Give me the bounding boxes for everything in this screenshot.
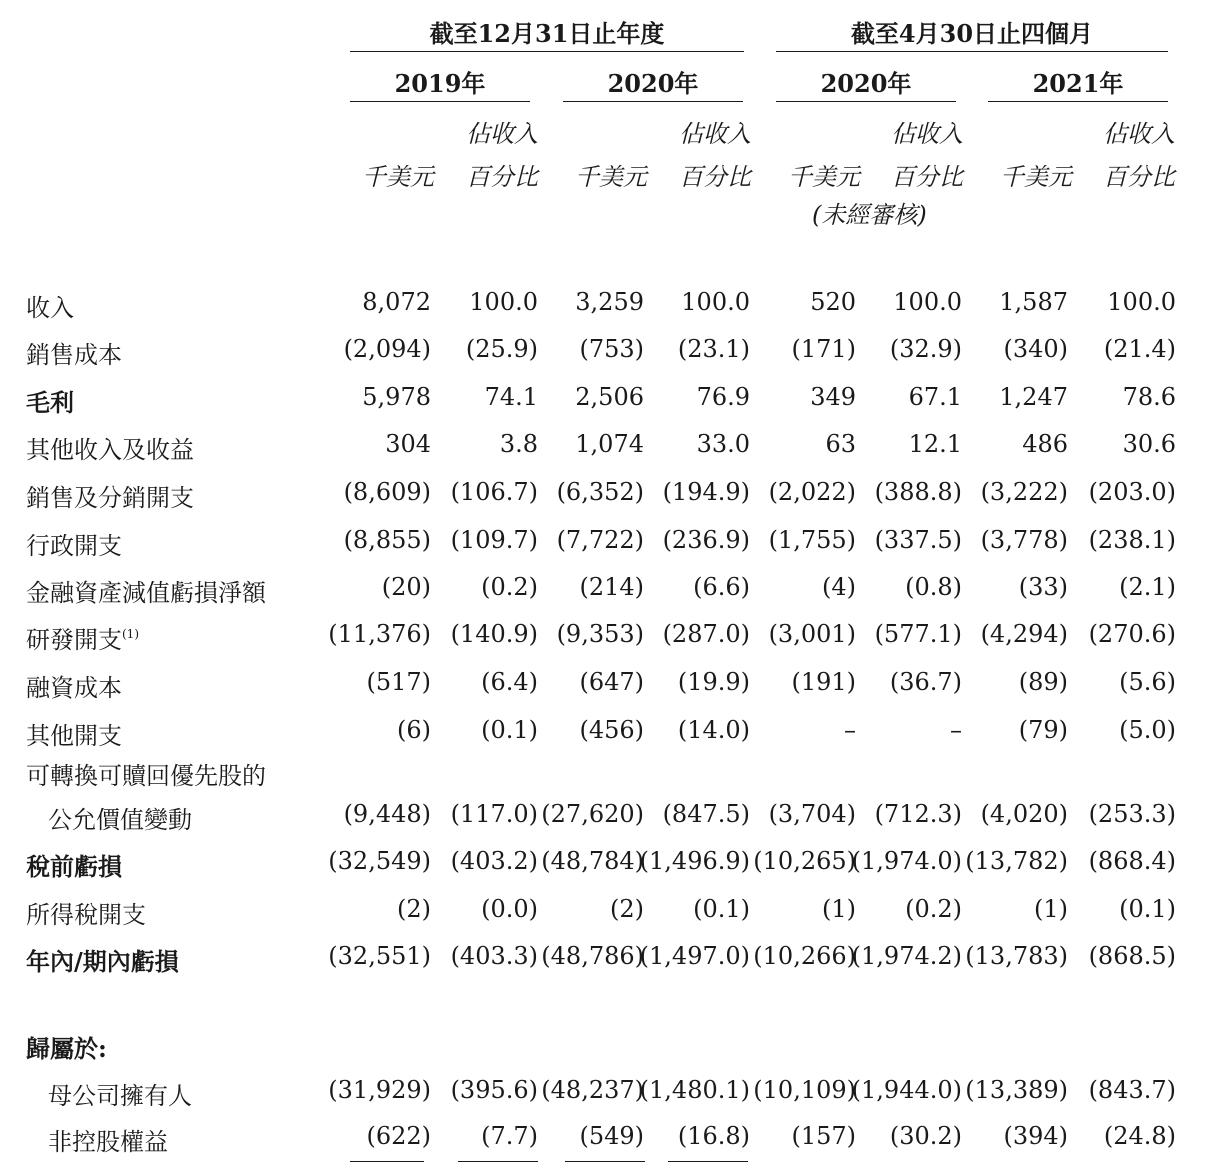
row-label-text: 毛利: [26, 388, 74, 417]
table-cell: (7,722): [556, 526, 644, 554]
table-cell: (191): [791, 668, 856, 696]
unit-pct-of-revenue-line1: 佔收入: [1103, 120, 1175, 148]
row-label: [26, 526, 122, 561]
table-cell: 1,587: [999, 288, 1068, 316]
row-label: [26, 668, 122, 703]
table-cell: (2,022): [768, 478, 856, 506]
table-cell: (1,944.0): [851, 1076, 962, 1104]
table-cell: (403.2): [450, 847, 538, 875]
table-cell: (8,609): [343, 478, 431, 506]
unit-thousand-usd: 千美元: [1000, 163, 1072, 191]
table-cell: (549): [579, 1122, 644, 1150]
unit-thousand-usd: 千美元: [362, 163, 434, 191]
table-cell: (8,855): [343, 526, 431, 554]
table-cell: (3,778): [980, 526, 1068, 554]
bottom-rule-col-1: [350, 1161, 424, 1162]
table-cell: (5.6): [1119, 668, 1176, 696]
year-underline-2019: [350, 101, 530, 102]
unit-pct-of-revenue-line2: 百分比: [466, 163, 538, 191]
table-cell: (1): [822, 895, 856, 923]
row-label: [26, 942, 179, 977]
row-label-text: 可轉換可贖回優先股的: [26, 762, 266, 790]
row-label: [48, 1122, 168, 1157]
table-cell: 12.1: [908, 430, 962, 458]
table-cell: (0.1): [1119, 895, 1176, 923]
table-cell: 76.9: [696, 383, 750, 411]
table-cell: (6.6): [693, 573, 750, 601]
row-label: [26, 430, 194, 465]
table-cell: (3,222): [980, 478, 1068, 506]
table-cell: (33): [1018, 573, 1068, 601]
unit-pct-of-revenue-line2: 百分比: [891, 163, 963, 191]
table-cell: (253.3): [1088, 800, 1176, 828]
row-label-text: 所得稅開支: [26, 901, 146, 929]
table-cell: (0.8): [905, 573, 962, 601]
table-cell: (753): [579, 335, 644, 363]
table-cell: 100.0: [681, 288, 750, 316]
table-cell: (847.5): [662, 800, 750, 828]
table-cell: (2,094): [343, 335, 431, 363]
table-cell: (10,109): [753, 1076, 856, 1104]
table-cell: (9,353): [556, 620, 644, 648]
table-cell: (214): [579, 573, 644, 601]
table-cell: (868.5): [1088, 942, 1176, 970]
table-cell: (6): [397, 716, 431, 744]
row-label-text: 稅前虧損: [26, 852, 122, 881]
row-label-text: 歸屬於:: [26, 1034, 107, 1063]
table-cell: (25.9): [465, 335, 538, 363]
table-cell: (6,352): [556, 478, 644, 506]
table-cell: 3.8: [499, 430, 538, 458]
table-cell: (1,755): [768, 526, 856, 554]
table-cell: 100.0: [893, 288, 962, 316]
period-underline-four-months: [776, 51, 1168, 52]
table-cell: (19.9): [677, 668, 750, 696]
unit-pct-of-revenue-line1: 佔收入: [891, 120, 963, 148]
table-cell: (0.2): [481, 573, 538, 601]
period-header-four-months: 截至4月30日止四個月: [850, 19, 1094, 48]
table-cell: (1,974.2): [851, 942, 962, 970]
table-cell: (106.7): [450, 478, 538, 506]
row-label-text: 非控股權益: [48, 1128, 168, 1156]
unit-pct-of-revenue-line2: 百分比: [1103, 163, 1175, 191]
footnote-marker: (1): [122, 627, 139, 641]
table-cell: (577.1): [874, 620, 962, 648]
table-cell: (32,549): [328, 847, 431, 875]
table-cell: (36.7): [889, 668, 962, 696]
table-cell: 74.1: [484, 383, 538, 411]
table-cell: 304: [385, 430, 431, 458]
table-cell: (0.1): [481, 716, 538, 744]
table-cell: 1,074: [575, 430, 644, 458]
year-header-2021-period: 2021年: [1032, 69, 1124, 98]
table-cell: 30.6: [1122, 430, 1176, 458]
table-cell: (157): [791, 1122, 856, 1150]
table-cell: (0.2): [905, 895, 962, 923]
year-underline-2020: [563, 101, 743, 102]
row-label: [26, 335, 122, 370]
table-cell: 8,072: [362, 288, 431, 316]
table-cell: –: [844, 716, 856, 744]
table-cell: (843.7): [1088, 1076, 1176, 1104]
table-cell: (403.3): [450, 942, 538, 970]
row-label-continuation: 公允價值變動: [48, 806, 192, 834]
row-label-text: 金融資產減值虧損淨額: [26, 579, 266, 607]
table-cell: (13,389): [965, 1076, 1068, 1104]
bottom-rule-col-3: [565, 1161, 645, 1162]
row-label-text: 研發開支: [26, 626, 122, 654]
table-cell: (270.6): [1088, 620, 1176, 648]
table-cell: 520: [810, 288, 856, 316]
unit-thousand-usd: 千美元: [788, 163, 860, 191]
table-cell: (2.1): [1119, 573, 1176, 601]
table-cell: (238.1): [1088, 526, 1176, 554]
table-cell: 5,978: [362, 383, 431, 411]
year-underline-2021-period: [988, 101, 1168, 102]
row-label: [26, 847, 122, 882]
table-cell: (395.6): [450, 1076, 538, 1104]
row-label-text: 銷售成本: [26, 341, 122, 369]
table-cell: 2,506: [575, 383, 644, 411]
table-cell: (79): [1018, 716, 1068, 744]
row-label: [26, 756, 266, 791]
table-cell: (340): [1003, 335, 1068, 363]
row-label: [26, 288, 74, 323]
table-cell: (10,266): [753, 942, 856, 970]
table-cell: 1,247: [999, 383, 1068, 411]
row-label: [26, 573, 266, 608]
table-cell: (31,929): [328, 1076, 431, 1104]
table-cell: 67.1: [908, 383, 962, 411]
table-cell: (16.8): [677, 1122, 750, 1150]
table-cell: (27,620): [541, 800, 644, 828]
row-label-text: 其他收入及收益: [26, 436, 194, 464]
table-cell: (140.9): [450, 620, 538, 648]
table-cell: 63: [825, 430, 856, 458]
table-cell: (5.0): [1119, 716, 1176, 744]
table-cell: (3,704): [768, 800, 856, 828]
table-cell: (3,001): [768, 620, 856, 648]
table-cell: (24.8): [1103, 1122, 1176, 1150]
table-cell: (1): [1034, 895, 1068, 923]
table-cell: (21.4): [1103, 335, 1176, 363]
table-cell: (622): [366, 1122, 431, 1150]
table-cell: 78.6: [1122, 383, 1176, 411]
table-cell: (32.9): [889, 335, 962, 363]
table-cell: (194.9): [662, 478, 750, 506]
table-cell: (4,020): [980, 800, 1068, 828]
table-cell: (337.5): [874, 526, 962, 554]
unit-thousand-usd: 千美元: [575, 163, 647, 191]
unaudited-note: (未經審核): [812, 201, 927, 229]
bottom-rule-col-4: [668, 1161, 748, 1162]
row-label: [48, 1076, 192, 1111]
row-label: [26, 895, 146, 930]
table-cell: (13,782): [965, 847, 1068, 875]
table-cell: (48,784): [541, 847, 644, 875]
table-cell: (1,497.0): [639, 942, 750, 970]
table-cell: (1,974.0): [851, 847, 962, 875]
year-underline-2020-period: [776, 101, 956, 102]
table-cell: (48,786): [541, 942, 644, 970]
unit-pct-of-revenue-line2: 百分比: [679, 163, 751, 191]
unit-pct-of-revenue-line1: 佔收入: [466, 120, 538, 148]
table-cell: (1,480.1): [639, 1076, 750, 1104]
row-label: [26, 478, 194, 513]
table-cell: (388.8): [874, 478, 962, 506]
table-cell: (203.0): [1088, 478, 1176, 506]
table-cell: (32,551): [328, 942, 431, 970]
table-cell: (236.9): [662, 526, 750, 554]
table-cell: (2): [610, 895, 644, 923]
row-label: [26, 620, 139, 655]
period-underline-full-year: [350, 51, 744, 52]
table-cell: (394): [1003, 1122, 1068, 1150]
row-label-text: 母公司擁有人: [48, 1082, 192, 1110]
table-cell: (9,448): [343, 800, 431, 828]
year-header-2019: 2019年: [394, 69, 486, 98]
table-cell: (117.0): [450, 800, 538, 828]
table-cell: (48,237): [541, 1076, 644, 1104]
table-cell: (30.2): [889, 1122, 962, 1150]
table-cell: (7.7): [481, 1122, 538, 1150]
table-cell: (712.3): [874, 800, 962, 828]
table-cell: (1,496.9): [639, 847, 750, 875]
unit-pct-of-revenue-line1: 佔收入: [679, 120, 751, 148]
table-cell: –: [950, 716, 962, 744]
table-cell: (4): [822, 573, 856, 601]
row-label-text: 收入: [26, 294, 74, 322]
table-cell: 486: [1022, 430, 1068, 458]
row-label: [26, 383, 74, 418]
table-cell: (4,294): [980, 620, 1068, 648]
table-cell: (11,376): [328, 620, 431, 648]
row-label: [26, 716, 122, 751]
table-cell: (23.1): [677, 335, 750, 363]
table-cell: (89): [1018, 668, 1068, 696]
year-header-2020: 2020年: [607, 69, 699, 98]
table-cell: (20): [381, 573, 431, 601]
table-cell: (456): [579, 716, 644, 744]
table-cell: 33.0: [696, 430, 750, 458]
table-cell: (6.4): [481, 668, 538, 696]
table-cell: 100.0: [1107, 288, 1176, 316]
row-label-text: 行政開支: [26, 532, 122, 560]
table-cell: (868.4): [1088, 847, 1176, 875]
row-label-text: 銷售及分銷開支: [26, 484, 194, 512]
table-cell: (0.0): [481, 895, 538, 923]
table-cell: 349: [810, 383, 856, 411]
table-cell: (2): [397, 895, 431, 923]
year-header-2020-period: 2020年: [820, 69, 912, 98]
table-cell: (13,783): [965, 942, 1068, 970]
table-cell: (109.7): [450, 526, 538, 554]
bottom-rule-col-2: [458, 1161, 538, 1162]
table-cell: 100.0: [469, 288, 538, 316]
row-label-text: 融資成本: [26, 674, 122, 702]
table-cell: (171): [791, 335, 856, 363]
table-cell: (0.1): [693, 895, 750, 923]
table-cell: (14.0): [677, 716, 750, 744]
table-cell: (517): [366, 668, 431, 696]
table-cell: (647): [579, 668, 644, 696]
row-label: [26, 1029, 107, 1064]
table-cell: (10,265): [753, 847, 856, 875]
row-label-text: 其他開支: [26, 722, 122, 750]
table-cell: (287.0): [662, 620, 750, 648]
table-cell: 3,259: [575, 288, 644, 316]
row-label-text: 年內/期內虧損: [26, 947, 179, 976]
period-header-full-year: 截至12月31日止年度: [429, 19, 665, 48]
